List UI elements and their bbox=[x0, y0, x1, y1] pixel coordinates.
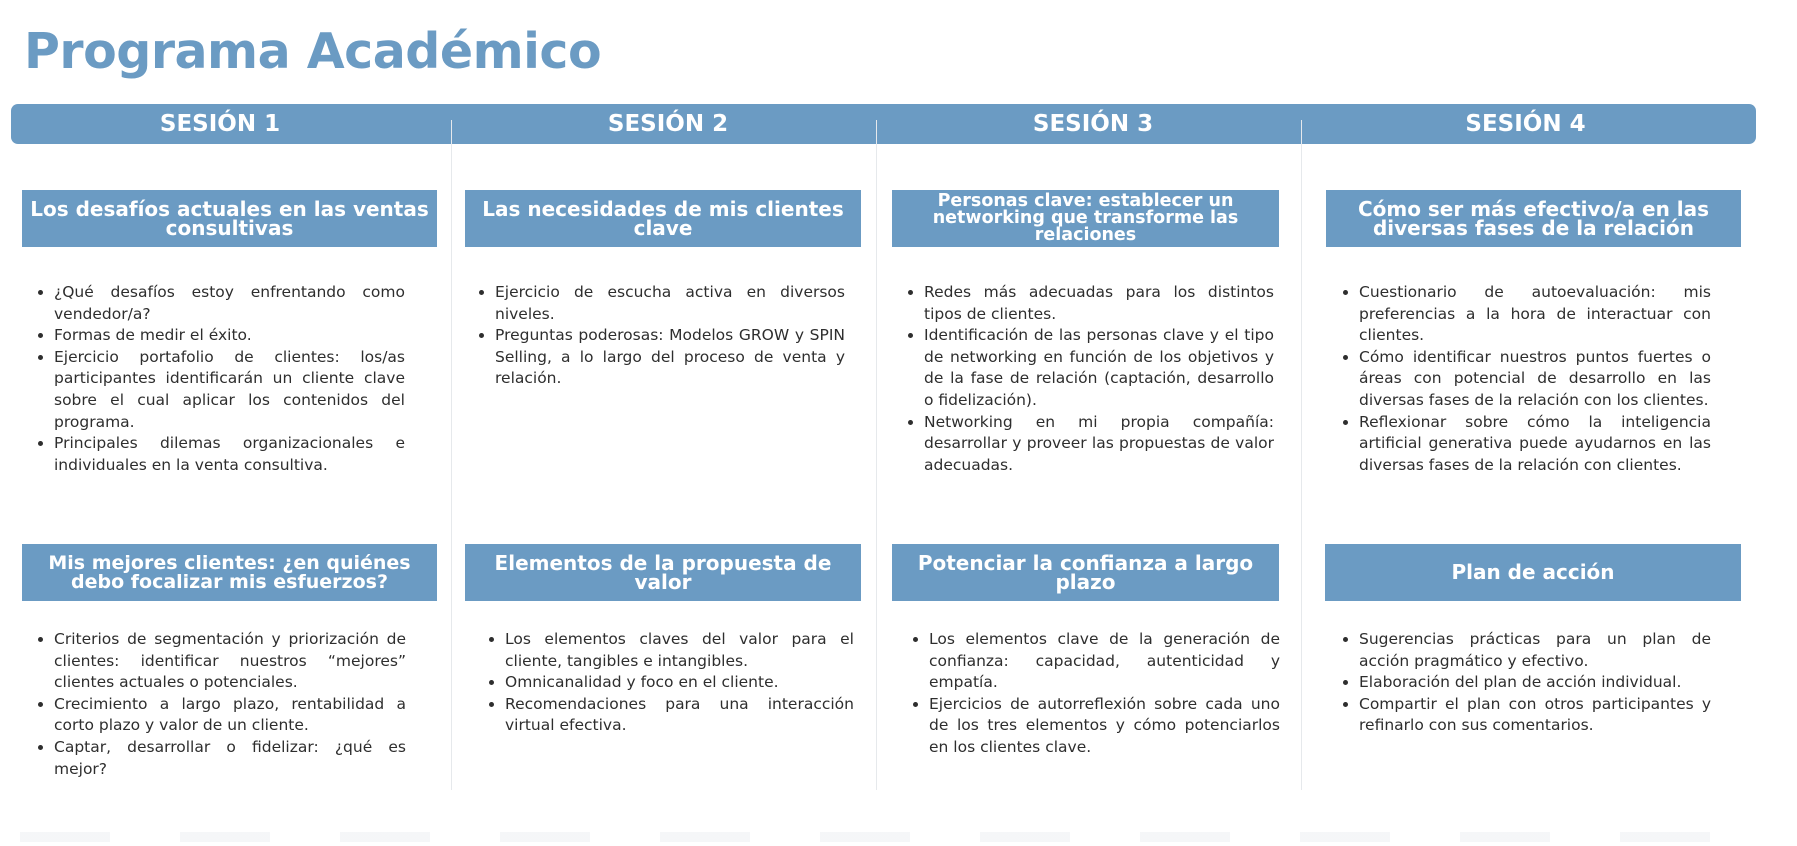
list-item: • ¿Qué desafíos estoy enfrentando como vendedor/a? bbox=[54, 282, 405, 325]
faint-footer-strip bbox=[20, 832, 1760, 842]
session-3-topic-1-list bbox=[892, 282, 1274, 476]
list-item: • Cuestionario de autoevaluación: mis preferencias a la hora de interactuar con clientes. bbox=[1359, 282, 1711, 347]
list-item: • Omnicanalidad y foco en el cliente. bbox=[505, 672, 854, 694]
list-item: • Redes más adecuadas para los distintos tipos de clientes. bbox=[924, 282, 1274, 325]
session-3-topic-1-title: Personas clave: establecer un networking que transforme las relaciones bbox=[892, 190, 1279, 247]
session-1-topic-2-title: Mis mejores clientes: ¿en quiénes debo focalizar mis esfuerzos? bbox=[22, 544, 437, 601]
session-2-header: SESIÓN 2 bbox=[607, 111, 729, 137]
list-item: • Captar, desarrollar o fidelizar: ¿qué es mejor? bbox=[54, 737, 406, 780]
list-item: • Networking en mi propia compañía: desarrollar y proveer las propuestas de valor adecuadas. bbox=[924, 412, 1274, 477]
list-item: • Elaboración del plan de acción individual. bbox=[1359, 672, 1711, 694]
session-1-topic-2-list bbox=[22, 629, 406, 780]
session-4-header: SESIÓN 4 bbox=[1465, 111, 1586, 137]
session-3-header: SESIÓN 3 bbox=[1032, 111, 1154, 137]
session-3-topic-2-list bbox=[897, 629, 1280, 759]
column-divider bbox=[876, 120, 877, 790]
list-item: • Compartir el plan con otros participantes y refinarlo con sus comentarios. bbox=[1359, 694, 1711, 737]
session-4-topic-2-list bbox=[1327, 629, 1711, 737]
session-3-topic-2-title: Potenciar la confianza a largo plazo bbox=[892, 544, 1279, 601]
list-item: • Principales dilemas organizacionales e individuales en la venta consultiva. bbox=[54, 433, 405, 476]
page-title: Programa Académico bbox=[24, 23, 602, 80]
session-1-topic-1-title: Los desafíos actuales en las ventas consultivas bbox=[22, 190, 437, 247]
list-item: • Ejercicios de autorreflexión sobre cada uno de los tres elementos y cómo potenciarlos en los clientes clave. bbox=[929, 694, 1280, 759]
list-item: • Criterios de segmentación y priorización de clientes: identificar nuestros “mejores” clientes actuales o potenciales. bbox=[54, 629, 406, 694]
session-2-topic-1-list bbox=[463, 282, 845, 390]
list-item: • Sugerencias prácticas para un plan de acción pragmático y efectivo. bbox=[1359, 629, 1711, 672]
list-item: • Los elementos claves del valor para el cliente, tangibles e intangibles. bbox=[505, 629, 854, 672]
session-1-topic-1-list bbox=[22, 282, 405, 476]
list-item: • Crecimiento a largo plazo, rentabilidad a corto plazo y valor de un cliente. bbox=[54, 694, 406, 737]
session-4-topic-1-list bbox=[1327, 282, 1711, 476]
list-item: • Ejercicio de escucha activa en diversos niveles. bbox=[495, 282, 845, 325]
list-item: • Los elementos clave de la generación de confianza: capacidad, autenticidad y empatía. bbox=[929, 629, 1280, 694]
list-item: • Identificación de las personas clave y el tipo de networking en función de los objetivos y de la fase de relación (captación, desarrollo o fidelización). bbox=[924, 325, 1274, 411]
session-2-topic-2-title: Elementos de la propuesta de valor bbox=[465, 544, 861, 601]
list-item: • Formas de medir el éxito. bbox=[54, 325, 405, 347]
session-4-topic-1-title: Cómo ser más efectivo/a en las diversas fases de la relación bbox=[1326, 190, 1741, 247]
session-2-topic-1-title: Las necesidades de mis clientes clave bbox=[465, 190, 861, 247]
list-item: • Preguntas poderosas: Modelos GROW y SPIN Selling, a lo largo del proceso de venta y relación. bbox=[495, 325, 845, 390]
session-2-topic-2-list bbox=[473, 629, 854, 737]
list-item: • Cómo identificar nuestros puntos fuertes o áreas con potencial de desarrollo en las diversas fases de la relación con los clientes. bbox=[1359, 347, 1711, 412]
list-item: • Reflexionar sobre cómo la inteligencia artificial generativa puede ayudarnos en las diversas fases de la relación con clientes. bbox=[1359, 412, 1711, 477]
list-item: • Recomendaciones para una interacción virtual efectiva. bbox=[505, 694, 854, 737]
session-1-header: SESIÓN 1 bbox=[159, 111, 281, 137]
column-divider bbox=[451, 120, 452, 790]
list-item: • Ejercicio portafolio de clientes: los/as participantes identificarán un cliente clave sobre el cual aplicar los contenidos del programa. bbox=[54, 347, 405, 433]
column-divider bbox=[1301, 120, 1302, 790]
session-4-topic-2-title: Plan de acción bbox=[1325, 544, 1741, 601]
